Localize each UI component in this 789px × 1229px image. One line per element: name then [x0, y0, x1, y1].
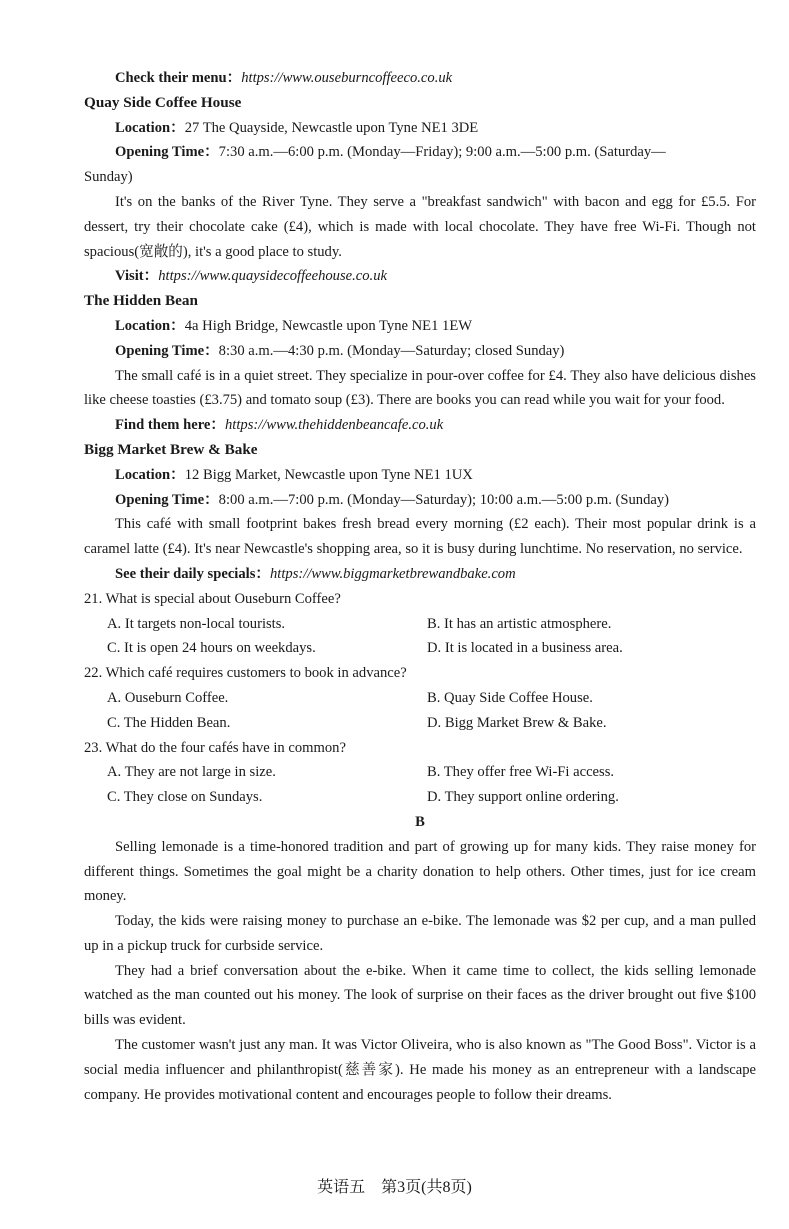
opening-value: 8:30 a.m.—4:30 p.m. (Monday—Saturday; closed Sunday) — [218, 342, 565, 359]
opening-value: 7:30 a.m.—6:00 p.m. (Monday—Friday); 9:00 a.m.—5:00 p.m. (Saturday— — [218, 144, 666, 161]
option-c[interactable]: C. They close on Sundays. — [107, 789, 263, 806]
option-row — [84, 686, 756, 711]
bigg-market-url[interactable]: https://www.biggmarketbrewandbake.com — [270, 565, 516, 582]
location-label: Location： — [115, 317, 185, 334]
option-a[interactable]: A. It targets non-local tourists. — [107, 615, 286, 632]
opening-label: Opening Time： — [115, 144, 219, 161]
question-text: 21. What is special about Ouseburn Coffee? — [84, 590, 341, 607]
bigg-market-description: This café with small footprint bakes fresh bread every morning (£2 each). Their most popular drink is a caramel latte (£4). It's near Newcastle's shopping area, so it is busy during lunchtime. No reservation, no service. — [84, 516, 756, 558]
opening-label: Opening Time： — [115, 491, 219, 508]
option-d[interactable]: D. Bigg Market Brew & Bake. — [427, 714, 607, 731]
section-b-paragraph-4: The customer wasn't just any man. It was Victor Oliveira, who is also known as "The Good Boss". Victor is a social media influencer and philanthropist(慈善家). He made his money as an entrepreneur with a landscape company. He provides motivational content and encourages people to follow their dreams. — [84, 1037, 756, 1103]
opening-label: Opening Time： — [115, 342, 219, 359]
quayside-location — [84, 116, 756, 141]
location-label: Location： — [115, 466, 185, 483]
question-23 — [84, 736, 756, 810]
visit-label: Visit： — [115, 268, 159, 285]
section-b-paragraph-3: They had a brief conversation about the e-bike. When it came time to collect, the kids selling lemonade watched as the man counted out his money. The look of surprise on their faces as the driver brought out five $100 bills was evident. — [84, 962, 756, 1029]
bigg-market-specials-line — [84, 562, 756, 587]
quayside-description: It's on the banks of the River Tyne. They serve a "breakfast sandwich" with bacon and egg for £5.5. For dessert, try their chocolate cake (£4), which is made with local chocolate. They have free Wi-Fi. Though not spacious(宽敞的), it's a good place to study. — [84, 193, 756, 260]
hidden-bean-heading: The Hidden Bean — [84, 292, 198, 310]
location-value: 12 Bigg Market, Newcastle upon Tyne NE1 1UX — [184, 466, 473, 483]
find-label: Find them here： — [115, 417, 225, 434]
question-text: 23. What do the four cafés have in common? — [84, 739, 346, 756]
quayside-visit-line — [84, 264, 756, 289]
option-row — [84, 785, 756, 810]
bigg-market-opening — [84, 488, 756, 513]
specials-label: See their daily specials： — [115, 565, 270, 582]
question-text: 22. Which café requires customers to book in advance? — [84, 665, 407, 682]
option-b[interactable]: B. They offer free Wi-Fi access. — [427, 764, 615, 781]
question-22 — [84, 661, 756, 735]
section-b-paragraph-2: Today, the kids were raising money to purchase an e-bike. The lemonade was $2 per cup, and a man pulled up in a pickup truck for curbside service. — [84, 913, 756, 954]
option-c[interactable]: C. The Hidden Bean. — [107, 714, 231, 731]
option-d[interactable]: D. They support online ordering. — [427, 789, 619, 806]
bigg-market-heading: Bigg Market Brew & Bake — [84, 440, 258, 458]
bigg-market-location — [84, 463, 756, 488]
option-b[interactable]: B. Quay Side Coffee House. — [427, 689, 593, 706]
section-b-paragraph-1: Selling lemonade is a time-honored tradition and part of growing up for many kids. They raise money for different things. Sometimes the goal might be a charity donation to help others. Other times, just for ice cream money. — [84, 838, 756, 905]
location-value: 27 The Quayside, Newcastle upon Tyne NE1 3DE — [184, 119, 479, 136]
section-b-heading: B — [415, 813, 425, 830]
option-row — [84, 760, 756, 785]
ouseburn-menu-line — [84, 66, 756, 91]
location-value: 4a High Bridge, Newcastle upon Tyne NE1 1EW — [184, 317, 473, 334]
hidden-bean-opening — [84, 339, 756, 364]
option-a[interactable]: A. Ouseburn Coffee. — [107, 689, 229, 706]
menu-label: Check their menu： — [115, 70, 242, 86]
hidden-bean-description: The small café is in a quiet street. They specialize in pour-over coffee for £4. They also have delicious dishes like cheese toasties (£3.75) and tomato soup (£3). There are books you can read while you wait for your food. — [84, 367, 756, 409]
quayside-opening-cont: Sunday) — [84, 169, 133, 186]
page-footer: 英语五 第3页(共8页) — [317, 1179, 472, 1196]
quayside-opening — [84, 140, 756, 165]
ouseburn-url[interactable]: https://www.ouseburncoffeeco.co.uk — [241, 70, 453, 86]
option-row — [84, 636, 756, 661]
option-row — [84, 612, 756, 637]
option-d[interactable]: D. It is located in a business area. — [427, 640, 623, 657]
option-c[interactable]: C. It is open 24 hours on weekdays. — [107, 640, 316, 657]
hidden-bean-find-line — [84, 413, 756, 438]
quayside-heading: Quay Side Coffee House — [84, 93, 242, 111]
question-21 — [84, 587, 756, 661]
option-row — [84, 711, 756, 736]
hidden-bean-location — [84, 314, 756, 339]
location-label: Location： — [115, 119, 185, 136]
opening-value: 8:00 a.m.—7:00 p.m. (Monday—Saturday); 10:00 a.m.—5:00 p.m. (Sunday) — [218, 491, 670, 508]
option-a[interactable]: A. They are not large in size. — [107, 764, 276, 781]
option-b[interactable]: B. It has an artistic atmosphere. — [427, 615, 612, 632]
quayside-url[interactable]: https://www.quaysidecoffeehouse.co.uk — [158, 268, 387, 285]
hidden-bean-url[interactable]: https://www.thehiddenbeancafe.co.uk — [225, 417, 444, 434]
document-page — [84, 66, 756, 1107]
